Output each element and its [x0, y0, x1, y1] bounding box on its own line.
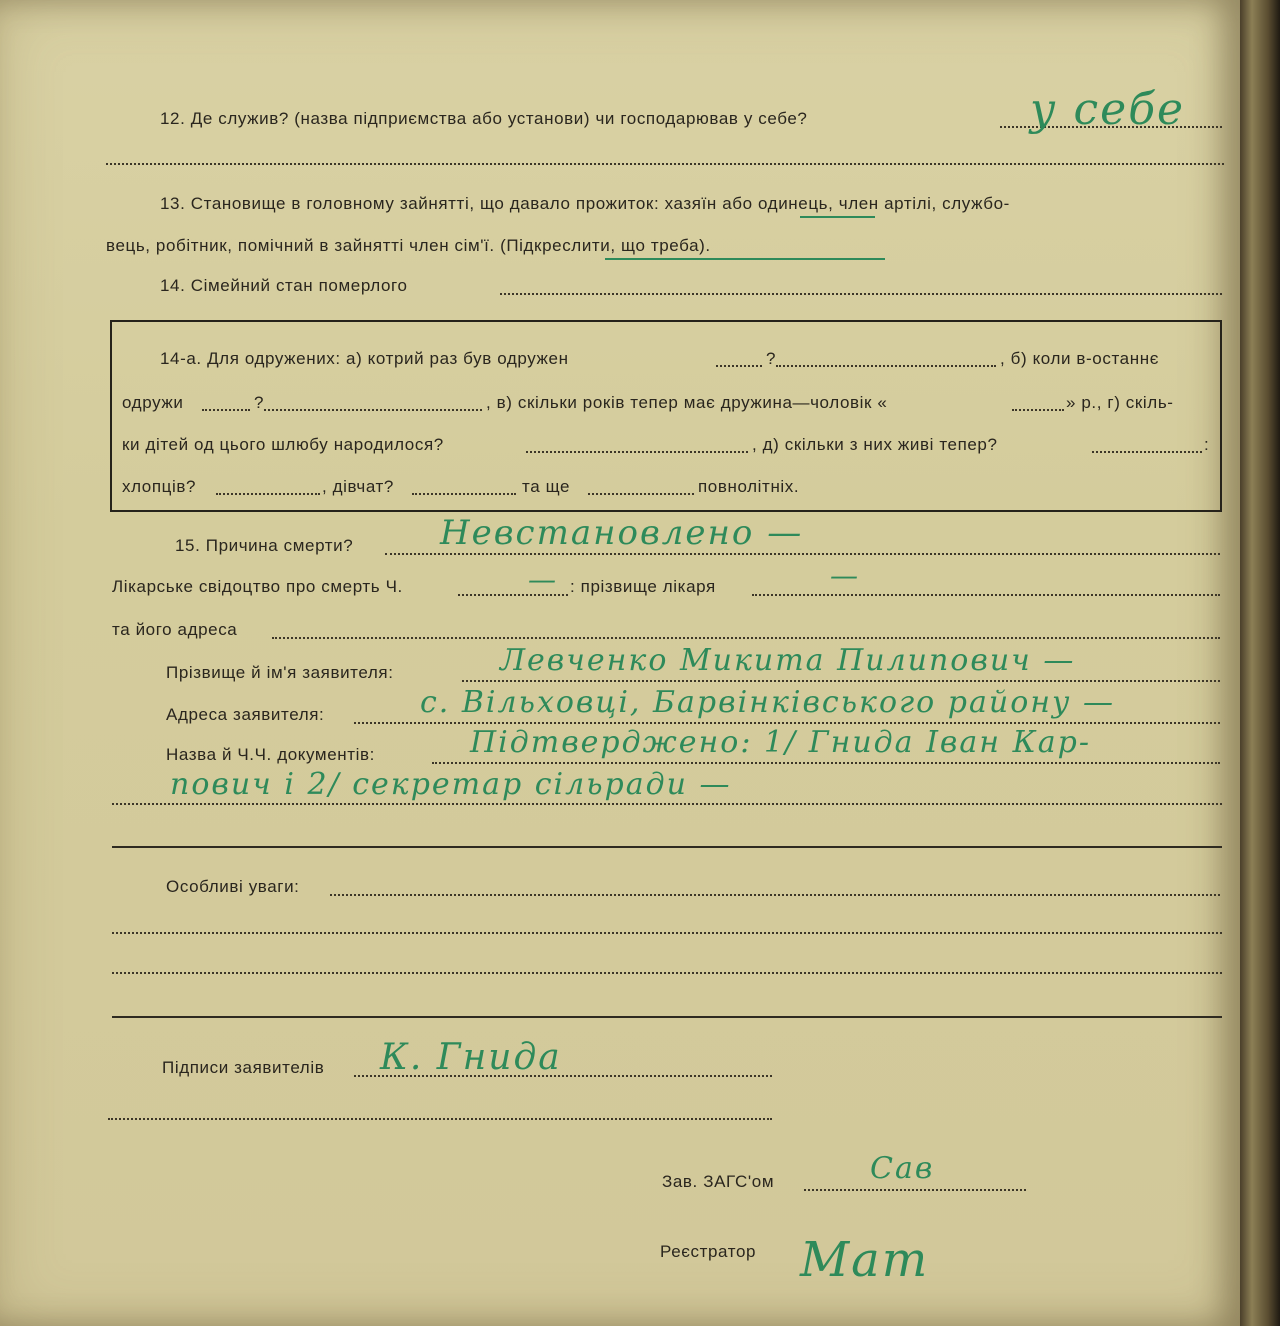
q14a-line3b: , д) скільки з них живі тепер?: [752, 435, 998, 454]
applicant-address-line: [354, 722, 1220, 724]
medical-doctor-line: [752, 594, 1220, 596]
q14a-dots-4: [264, 409, 482, 411]
applicant-docs-line: [432, 762, 1220, 764]
head-signature: Сав: [870, 1151, 935, 1186]
applicant-docs-line-2: [112, 803, 1222, 805]
applicant-name-line: [462, 680, 1220, 682]
q14a-line4a: хлопців?: [122, 477, 197, 496]
q14a-dots-6: [526, 451, 748, 453]
q14a-line4d: повнолітніх.: [698, 477, 800, 496]
medical-number: —: [528, 563, 558, 596]
remarks-label: Особливі уваги:: [166, 877, 300, 896]
q14a-dots-3: [202, 409, 250, 411]
applicant-docs-value-1: Підтверджено: 1/ Гнида Іван Кар-: [470, 725, 1092, 760]
q14a-line2a: одружи: [122, 393, 184, 412]
q14a-line1b: , б) коли в-останнє: [1000, 349, 1159, 368]
q12-label: 12. Де служив? (назва підприємства або установи) чи господарював у себе?: [160, 109, 808, 128]
q14a-dots-5: [1012, 409, 1064, 411]
q14a-dots-9: [412, 493, 516, 495]
head-label: Зав. ЗАГС'ом: [662, 1172, 775, 1191]
q14a-dots-1: [716, 365, 762, 367]
applicant-address-label: Адреса заявителя:: [166, 705, 325, 724]
page-edge: [1240, 0, 1280, 1326]
signatures-applicant-line-2: [108, 1118, 772, 1120]
registrar-signature: Мат: [800, 1232, 930, 1288]
remarks-line-1: [330, 894, 1220, 896]
q14-answer-line: [500, 293, 1222, 295]
q14a-dots-10: [588, 493, 694, 495]
medical-doctor-label: : прізвище лікаря: [570, 577, 716, 596]
remarks-line-2: [112, 932, 1222, 934]
q12-answer: у себе: [1030, 84, 1186, 135]
applicant-docs-label: Назва й Ч.Ч. документів:: [166, 745, 375, 764]
q14a-line3c: :: [1204, 435, 1210, 454]
q14a-q2: ?: [254, 393, 265, 412]
q15-label: 15. Причина смерти?: [175, 536, 354, 555]
q15-answer: Невстановлено —: [440, 513, 804, 553]
applicant-name-label: Прізвище й ім'я заявителя:: [166, 663, 394, 682]
signatures-applicant-value: К. Гнида: [380, 1037, 562, 1078]
q14a-line1a: 14-а. Для одружених: а) котрий раз був одружен: [160, 349, 569, 368]
applicant-docs-value-2: пович і 2/ секретар сільради —: [170, 767, 732, 802]
q14a-line3a: ки дітей од цього шлюбу народилося?: [122, 435, 444, 454]
q14a-line4c: та ще: [522, 477, 571, 496]
q14-label: 14. Сімейний стан померлого: [160, 276, 408, 295]
q14a-dots-7: [1092, 451, 1202, 453]
q15-answer-line: [385, 553, 1220, 555]
registrar-label: Реєстратор: [660, 1242, 757, 1261]
remarks-divider: [112, 1016, 1222, 1018]
q13-underline-mark: [800, 216, 875, 218]
medical-label: Лікарське свідоцтво про смерть Ч.: [112, 577, 403, 596]
q13-underline-mark-2: [605, 258, 885, 260]
q14a-box: [110, 320, 1222, 512]
q14a-line2c: » р., г) скіль-: [1066, 393, 1174, 412]
applicant-divider: [112, 846, 1222, 848]
q14a-line4b: , дівчат?: [322, 477, 394, 496]
signatures-applicant-label: Підписи заявителів: [162, 1058, 325, 1077]
head-line: [804, 1189, 1026, 1191]
q14a-line2b: , в) скільки років тепер має дружина—чоловік «: [486, 393, 888, 412]
remarks-line-3: [112, 972, 1222, 974]
medical-address-line: [272, 637, 1220, 639]
medical-address-label: та його адреса: [112, 620, 238, 639]
q12-continuation-line: [106, 163, 1224, 165]
applicant-name-value: Левченко Микита Пилипович —: [500, 643, 1076, 678]
medical-doctor-value: —: [830, 559, 860, 592]
q14a-q1: ?: [766, 349, 777, 368]
q14a-dots-8: [216, 493, 320, 495]
q13-line2: вець, робітник, помічний в зайнятті член сім'ї. (Підкреслити, що треба).: [106, 236, 711, 255]
q13-line1: 13. Становище в головному зайнятті, що давало прожиток: хазяїн або одинець, член артілі, службо-: [160, 194, 1010, 213]
applicant-address-value: с. Вільховці, Барвінківського району —: [420, 685, 1115, 720]
q14a-dots-2: [776, 365, 996, 367]
